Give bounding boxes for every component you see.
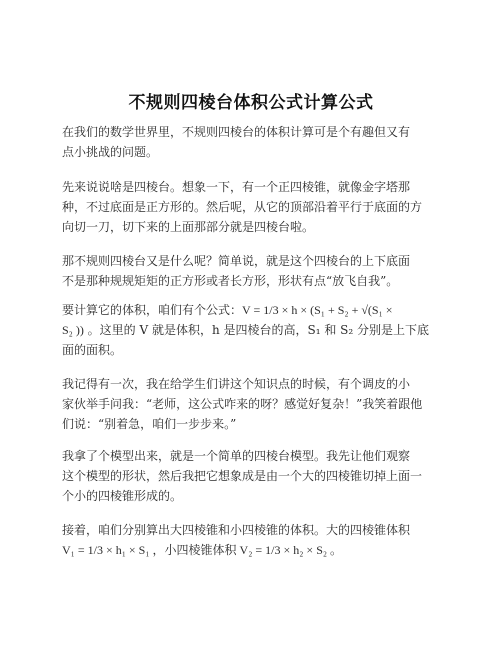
text-line: 家伙举手问我：“老师，这公式咋来的呀？感觉好复杂！”我笑着跟他: [62, 397, 423, 411]
text-line: 我拿了个模型出来，就是一个简单的四棱台模型。我先让他们观察: [62, 449, 411, 463]
text-line: 个小的四棱锥形成的。: [62, 489, 183, 503]
paragraph-model: [62, 446, 440, 506]
text-line: 接着，咱们分别算出大四棱锥和小四棱锥的体积。大的四棱锥体积: [62, 523, 411, 537]
text-line: 点小挑战的问题。: [62, 145, 159, 159]
document-title: 不规则四棱台体积公式计算公式: [128, 93, 374, 113]
paragraph-calculation: [62, 520, 440, 560]
text-line: 不是那种规规矩矩的正方形或者长方形，形状有点“放飞自我”。: [62, 274, 399, 288]
paragraph-intro: [62, 122, 440, 162]
text-line: 我记得有一次，我在给学生们讲这个知识点的时候，有个调皮的小: [62, 377, 411, 391]
paragraph-irregular: [62, 251, 440, 291]
paragraph-formula: [62, 300, 440, 360]
paragraph-definition: [62, 177, 440, 237]
text-line: 先来说说啥是四棱台。想象一下，有一个正四棱锥，就像金字塔那: [62, 180, 411, 194]
text-line: 面的面积。: [62, 343, 123, 357]
paragraph-anecdote: [62, 374, 440, 434]
text-line: 那不规则四棱台又是什么呢？简单说，就是这个四棱台的上下底面: [62, 254, 411, 268]
text-line: 要计算它的体积，咱们有个公式：: [62, 303, 243, 317]
text-line: 们说：“别着急，咱们一步步来。”: [62, 417, 237, 431]
text-line: 这个模型的形状，然后我把它想象成是由一个大的四棱锥切掉上面一: [62, 469, 423, 483]
volume-formula-end: S₂ )): [62, 323, 84, 337]
pyramid-volume-formulas: V₁ = 1/3 × h₁ × S₁ ，小四棱锥体积 V₂ = 1/3 × h₂ × S₂ 。: [62, 543, 343, 557]
text-line: 在我们的数学世界里，不规则四棱台的体积计算可是个有趣但又有: [62, 125, 411, 139]
text-line: 向切一刀，切下来的上面那部分就是四棱台啦。: [62, 220, 315, 234]
volume-formula: V = 1/3 × h × (S₁ + S₂ + √(S₁ ×: [242, 303, 393, 317]
text-line: 。这里的 V 就是体积，h 是四棱台的高，S₁ 和 S₂ 分别是上下底: [83, 323, 430, 337]
text-line: 种，不过底面是正方形的。然后呢，从它的顶部沿着平行于底面的方: [62, 200, 423, 214]
